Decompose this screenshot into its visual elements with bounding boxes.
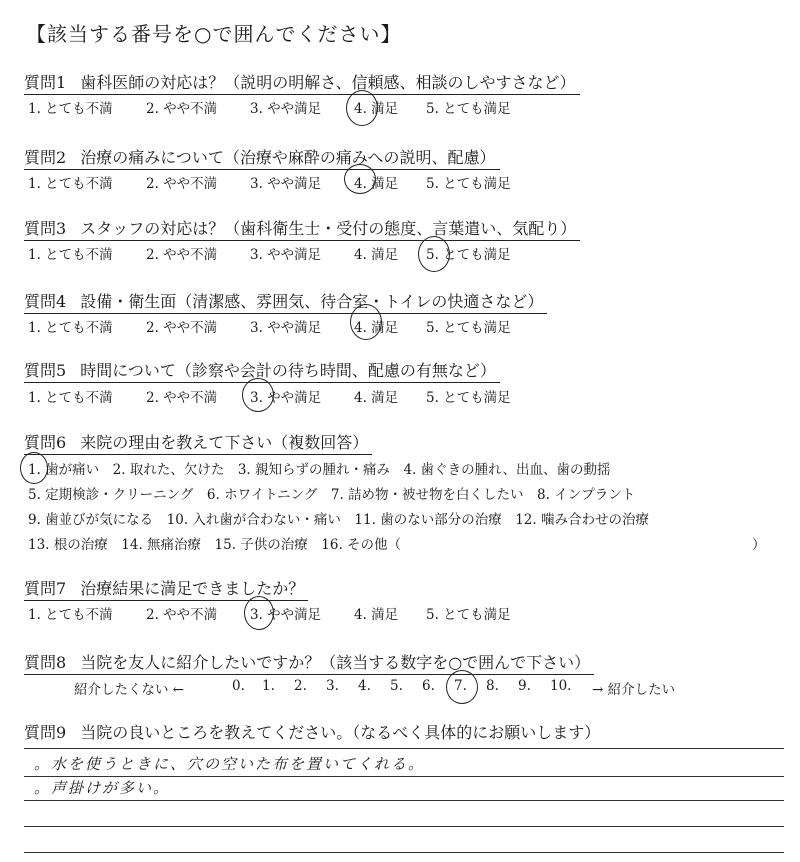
question-1-label: 質問1 [24,73,67,92]
answer-line [24,852,784,853]
question-3-title [24,216,580,241]
option-2[interactable]: 2. やや不満 [146,247,218,263]
scale-10[interactable]: 10. [550,678,572,694]
question-6-text: 来院の理由を教えて下さい（複数回答） [80,433,369,452]
option-4[interactable]: 4. 満足 [354,607,399,623]
question-8 [24,650,594,675]
option-1[interactable]: 1. とても不満 [28,390,113,406]
question-7-text: 治療結果に満足できましたか？ [80,579,305,598]
question-3-text: スタッフの対応は？（歯科衛生士・受付の態度、言葉遣い、気配り） [80,219,577,238]
question-6 [24,430,372,455]
option-2[interactable]: 2. やや不満 [146,607,218,623]
option-3[interactable]: 3. やや満足 [250,101,322,117]
question-6-label: 質問6 [24,433,67,452]
question-9-label: 質問9 [24,723,67,742]
option-2[interactable]: 2. やや不満 [146,176,218,192]
answer-line [24,748,784,749]
question-6-title [24,430,372,455]
scale-left-label: 紹介したくない ← [74,682,185,698]
scale-4[interactable]: 4. [358,678,371,694]
question-9-text: 当院の良いところを教えてください。（なるべく具体的にお願いします） [80,723,601,742]
question-8-label: 質問8 [24,653,67,672]
question-6-close-paren: ） [752,537,766,553]
question-9 [24,720,600,743]
answer-line [24,800,784,801]
handwritten-answer-2: 。声掛けが多い。 [34,779,171,797]
selection-circle [242,378,274,412]
selection-circle [20,452,48,484]
question-2 [24,145,500,170]
scale-right-label: → 紹介したい [592,682,676,698]
scale-0[interactable]: 0. [232,678,245,694]
scale-7[interactable]: 7. [454,678,467,694]
option-2[interactable]: 2. やや不満 [146,101,218,117]
question-1 [24,70,580,95]
option-3[interactable]: 3. やや満足 [250,247,322,263]
question-3 [24,216,580,241]
option-3[interactable]: 3. やや満足 [250,176,322,192]
scale-1[interactable]: 1. [262,678,275,694]
question-9-title [24,723,600,742]
option-5[interactable]: 5. とても満足 [426,176,511,192]
question-6-row-1[interactable]: 1. 歯が痛い 2. 取れた、欠けた 3. 親知らずの腫れ・痛み 4. 歯ぐきの腫れ、出血、歯の動揺 [28,462,611,478]
option-1[interactable]: 1. とても不満 [28,607,113,623]
question-8-text: 当院を友人に紹介したいですか？（該当する数字を○で囲んで下さい） [80,653,591,672]
selection-circle [418,236,450,272]
option-3[interactable]: 3. やや満足 [250,320,322,336]
question-5-label: 質問5 [24,361,67,380]
option-2[interactable]: 2. やや不満 [146,390,218,406]
option-4[interactable]: 4. 満足 [354,247,399,263]
option-1[interactable]: 1. とても不満 [28,247,113,263]
question-4-text: 設備・衛生面（清潔感、雰囲気、待合室・トイレの快適さなど） [80,292,544,311]
question-6-row-2[interactable]: 5. 定期検診・クリーニング 6. ホワイトニング 7. 詰め物・被せ物を白くしたい 8. インプラント [28,487,636,503]
answer-line [24,826,784,827]
selection-circle [350,304,382,340]
option-3[interactable]: 3. やや満足 [250,390,322,406]
scale-9[interactable]: 9. [518,678,531,694]
question-3-label: 質問3 [24,219,67,238]
option-1[interactable]: 1. とても不満 [28,176,113,192]
selection-circle [344,164,376,194]
option-5[interactable]: 5. とても満足 [426,390,511,406]
question-1-title [24,70,580,95]
option-4[interactable]: 4. 満足 [354,101,399,117]
question-5-text: 時間について（診察や会計の待ち時間、配慮の有無など） [80,361,496,380]
scale-5[interactable]: 5. [390,678,403,694]
selection-circle [346,90,378,126]
question-2-text: 治療の痛みについて（治療や麻酔の痛みへの説明、配慮） [80,148,496,167]
option-5[interactable]: 5. とても満足 [426,607,511,623]
question-2-title [24,145,500,170]
question-2-label: 質問2 [24,148,67,167]
option-2[interactable]: 2. やや不満 [146,320,218,336]
question-1-text: 歯科医師の対応は？（説明の明解さ、信頼感、相談のしやすさなど） [80,73,576,92]
option-4[interactable]: 4. 満足 [354,390,399,406]
question-4-label: 質問4 [24,292,67,311]
question-6-row-4[interactable]: 13. 根の治療 14. 無痛治療 15. 子供の治療 16. その他（ [28,537,402,553]
question-4-title [24,289,547,314]
question-6-row-3[interactable]: 9. 歯並びが気になる 10. 入れ歯が合わない・痛い 11. 歯のない部分の治療 12. 噛み合わせの治療 [28,512,649,528]
page-title: 【該当する番号を○で囲んでください】 [26,22,402,46]
option-5[interactable]: 5. とても満足 [426,101,511,117]
option-1[interactable]: 1. とても不満 [28,320,113,336]
scale-6[interactable]: 6. [422,678,435,694]
option-4[interactable]: 4. 満足 [354,176,399,192]
selection-circle [446,670,478,704]
handwritten-answer-1: 。水を使うときに、穴の空いた布を置いてくれる。 [34,755,426,773]
option-4[interactable]: 4. 満足 [354,320,399,336]
option-5[interactable]: 5. とても満足 [426,320,511,336]
question-8-title [24,650,594,675]
option-1[interactable]: 1. とても不満 [28,101,113,117]
scale-8[interactable]: 8. [486,678,499,694]
scale-2[interactable]: 2. [294,678,307,694]
option-5[interactable]: 5. とても満足 [426,247,511,263]
option-3[interactable]: 3. やや満足 [250,607,322,623]
question-4 [24,289,547,314]
selection-circle [244,596,274,630]
question-7-label: 質問7 [24,579,67,598]
scale-3[interactable]: 3. [326,678,339,694]
